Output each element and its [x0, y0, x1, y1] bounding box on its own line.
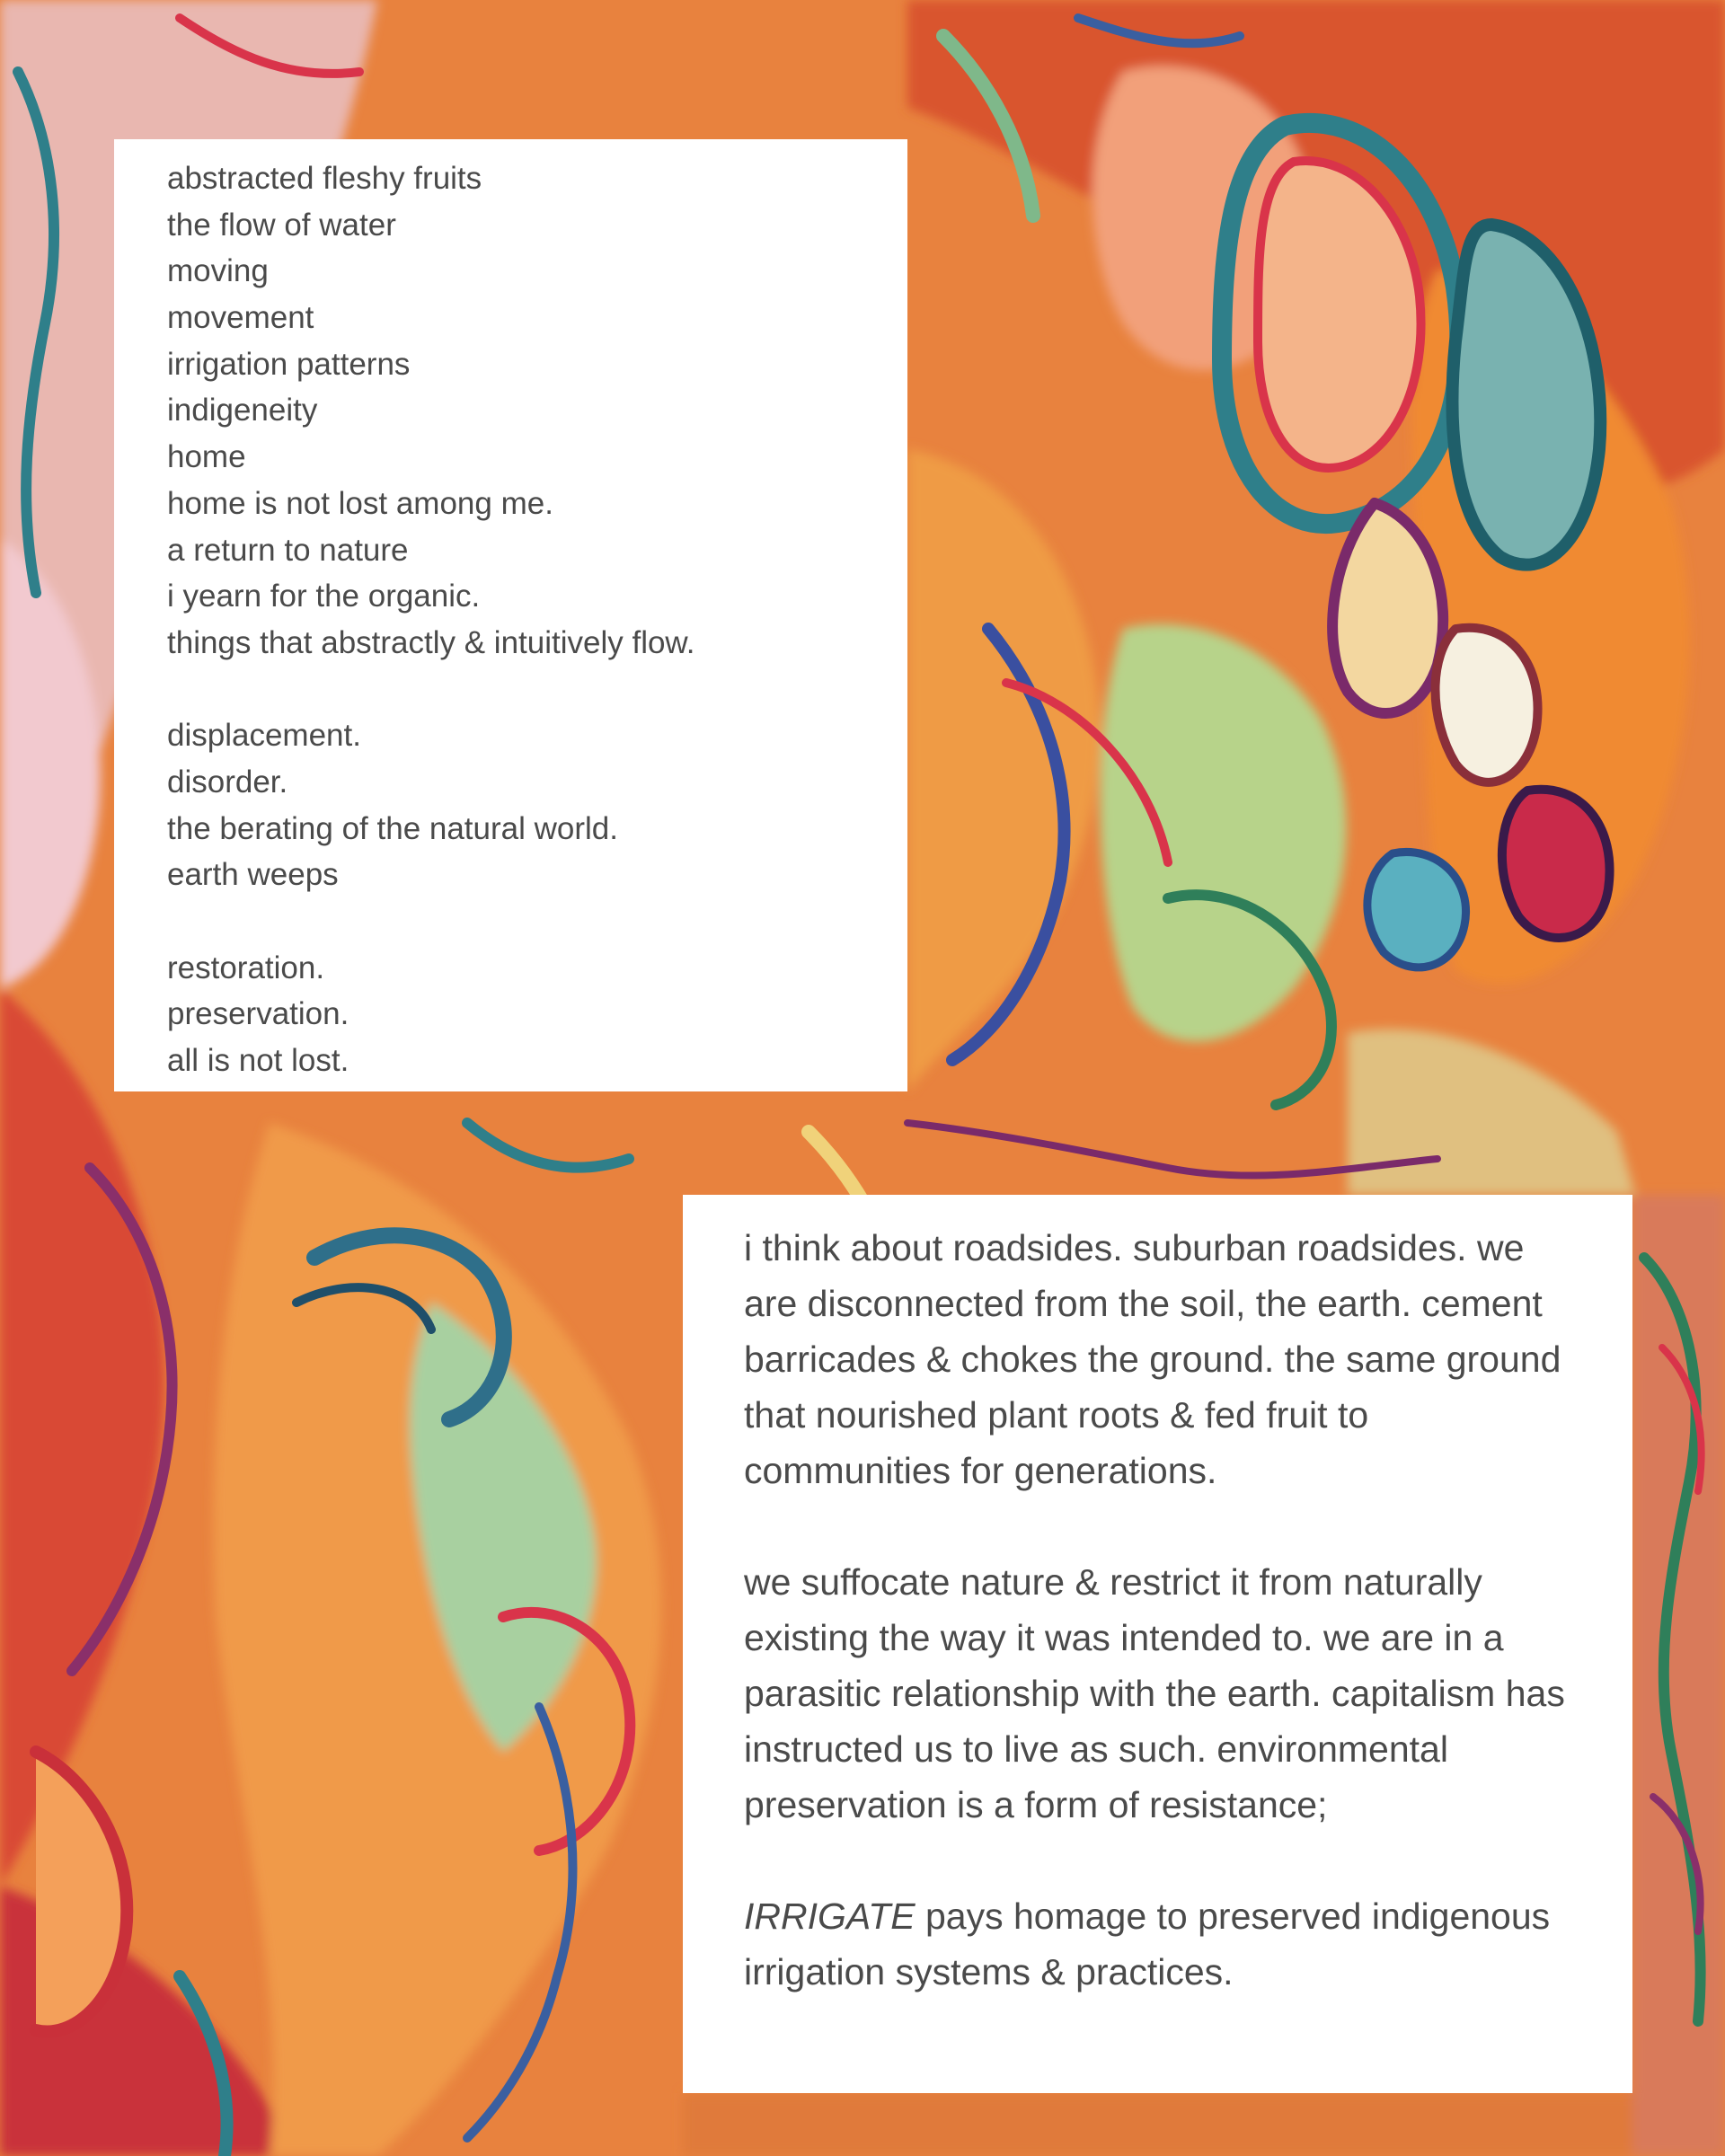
poem-line: things that abstractly & intuitively flow. [167, 624, 695, 660]
stanza-break [167, 898, 907, 945]
poem-line: i yearn for the organic. [167, 579, 481, 614]
poem-line: all is not lost. [167, 1043, 349, 1079]
poem-stanza [167, 155, 907, 667]
poem-line: restoration. [167, 950, 325, 985]
artwork-title: IRRIGATE [744, 1895, 916, 1937]
poem-stanza [167, 712, 907, 898]
poem-line: home [167, 439, 246, 475]
poem-line: the flow of water [167, 207, 396, 243]
poem-line: moving [167, 253, 269, 289]
statement-paragraph-text: pays homage to preserved indigenous irrigation systems & practices. [744, 1895, 1551, 1993]
poem-line: abstracted fleshy fruits [167, 161, 482, 196]
poem-panel [114, 139, 907, 1091]
poem-line: preservation. [167, 996, 349, 1032]
stanza-break [167, 667, 907, 713]
poem-line: the berating of the natural world. [167, 810, 618, 846]
poem-line: home is not lost among me. [167, 485, 553, 521]
poem-line: indigeneity [167, 393, 318, 429]
statement-paragraph-text: we suffocate nature & restrict it from naturally existing the way it was intended to. we are in a parasitic relationship with the earth. capitalism has instructed us to live as such. environmental preservation is a form of resistance; [744, 1561, 1565, 1825]
poem-line: earth weeps [167, 857, 339, 893]
statement-paragraph: i think about roadsides. suburban roadsides. we are disconnected from the soil, the earth. cement barricades & chokes the ground. the same ground that nourished plant roots & fed fruit to communities for generations. [744, 1227, 1561, 1491]
poem-line: movement [167, 300, 314, 336]
artist-statement-panel [683, 1195, 1632, 2093]
statement-paragraph [744, 1554, 1579, 1833]
poem-line: irrigation patterns [167, 346, 411, 382]
poem-line: displacement. [167, 718, 361, 754]
poem-stanza [167, 945, 907, 1084]
statement-paragraph [744, 1888, 1579, 2000]
poem-line: a return to nature [167, 532, 409, 568]
poem-line: disorder. [167, 764, 288, 800]
